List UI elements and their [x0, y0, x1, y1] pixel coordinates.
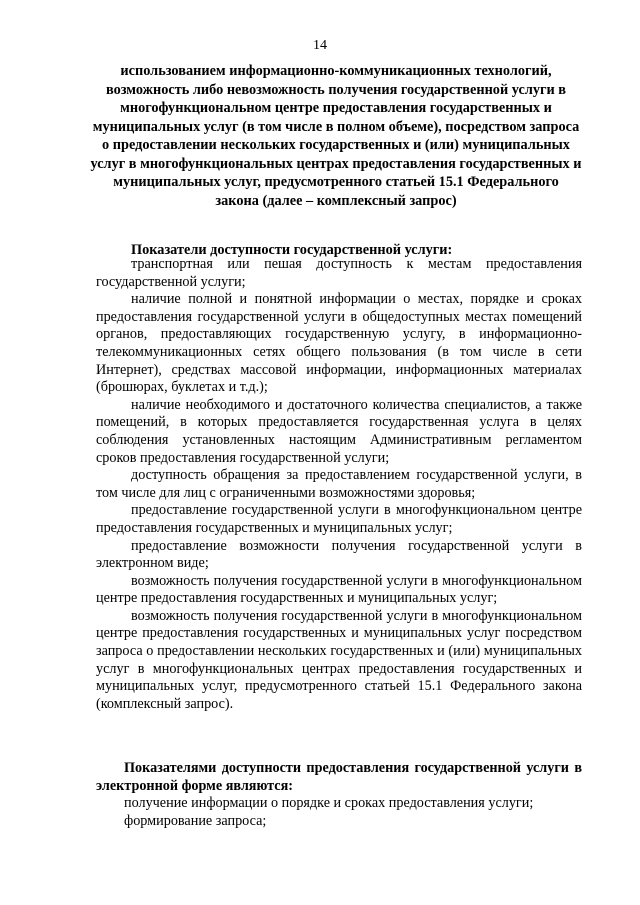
paragraph: доступность обращения за предоставлением государственной услуги, в том числе для лиц с ограниченными возможностями здоровья; — [96, 467, 582, 501]
electronic-title: Показателями доступности предоставления государственной услуги в электронной форме являются: — [96, 760, 582, 794]
page-number: 14 — [313, 38, 327, 53]
section-title: Показатели доступности государственной услуги: — [131, 242, 453, 258]
electronic-section — [96, 760, 582, 830]
paragraph: предоставление возможности получения государственной услуги в электронном виде; — [96, 537, 582, 572]
paragraph: предоставление государственной услуги в многофункциональном центре предоставления государственных и муниципальных услуг; — [96, 502, 582, 536]
paragraph: транспортная или пешая доступность к местам предоставления государственной услуги; — [96, 256, 582, 290]
list-item: формирование запроса; — [124, 812, 267, 829]
paragraph: возможность получения государственной услуги в многофункциональном центре предоставления государственных и муниципальных услуг посредством запроса о предоставлении нескольких государственных и (или) муниципальных услуг в многофункциональных центрах предоставления государственных и муниципальных услуг, предусмотренного статьей 15.1 Федерального закона (комплексный запрос). — [96, 607, 582, 712]
list-item: получение информации о порядке и сроках предоставления услуги; — [124, 795, 534, 812]
heading: использованием информационно-коммуникационных технологий, возможность либо невозможность получения государственной услуги в многофункциональном центре предоставления государственных и муниципальных услуг (в том числе в полном объеме), посредством запроса о предоставлении нескольких государственных и (или) муниципальных услуг в многофункциональных центрах предоставления государственных и муниципальных услуг, предусмотренного статьей 15.1 Федерального закона (далее – комплексный запрос) — [90, 63, 582, 209]
paragraph: наличие необходимого и достаточного количества специалистов, а также помещений, в которых предоставляется государственная услуга в целях соблюдения установленных настоящим Административным регламентом сроков предоставления государственной услуги; — [96, 396, 582, 466]
paragraph: возможность получения государственной услуги в многофункциональном центре предоставления государственных и муниципальных услуг; — [96, 572, 582, 607]
paragraph: наличие полной и понятной информации о местах, порядке и сроках предоставления государственной услуги в общедоступных местах помещений органов, предоставляющих государственную услугу, в информационно-телекоммуникационных сетях общего пользования (в том числе в сети Интернет), средствах массовой информации, информационных материалах (брошюрах, буклетах и т.д.); — [96, 291, 582, 396]
body-text — [96, 256, 582, 713]
